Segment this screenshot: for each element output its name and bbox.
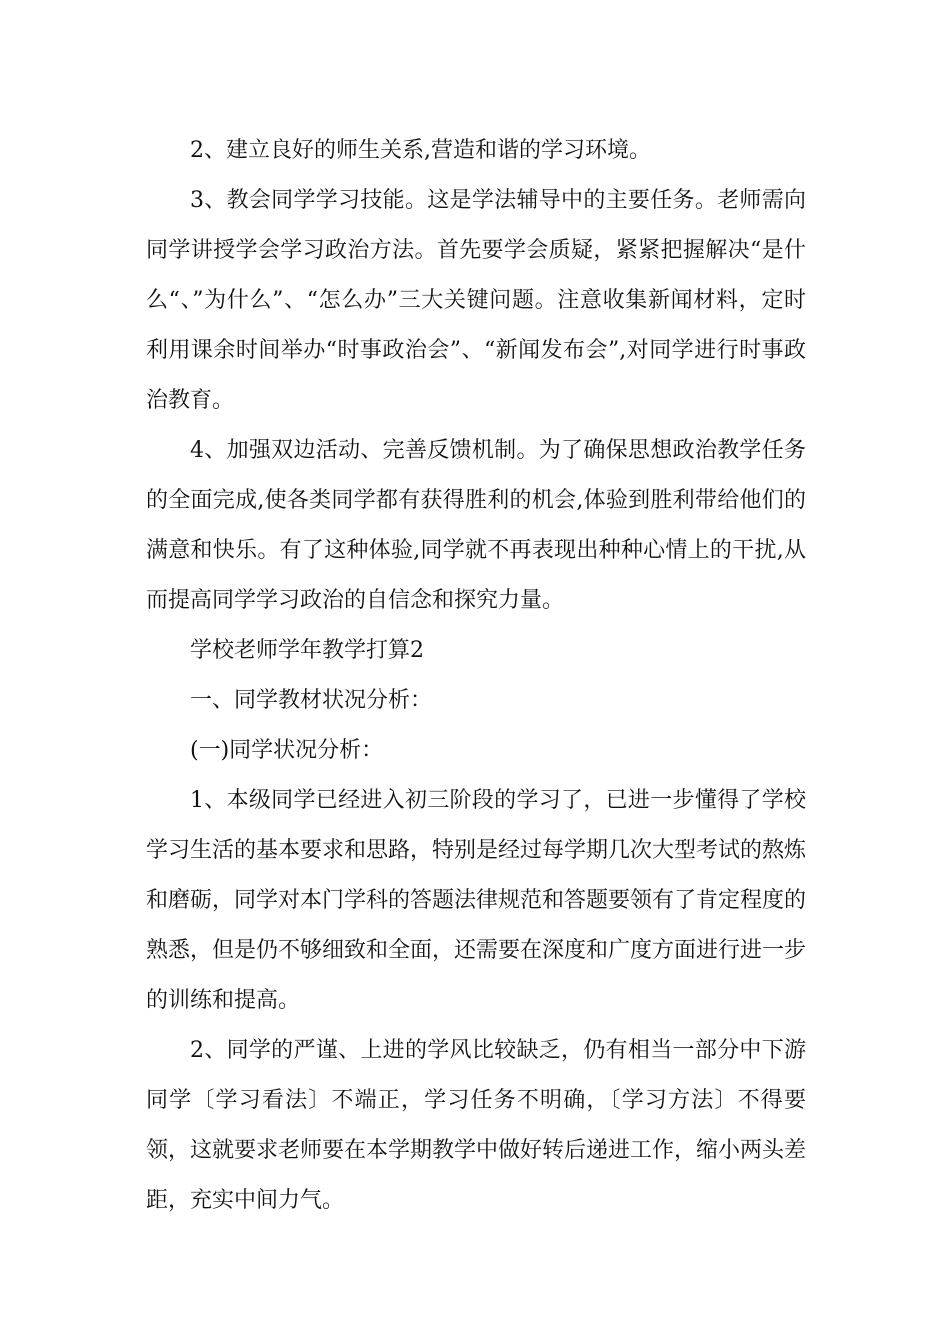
subsection-heading: (一)同学状况分析：: [190, 738, 384, 763]
section-title: 学校老师学年教学打算2: [190, 638, 424, 663]
paragraph-student-1: 1、本级同学已经进入初三阶段的学习了，已进一步懂得了学校学习生活的基本要求和思路，特别是经过每学期几次大型考试的熬炼和磨砺，同学对本门学科的答题法律规范和答题要领有了肯定程度的熟悉，但是仍不够细致和全面，还需要在深度和广度方面进行进一步的训练和提高。: [146, 788, 807, 1013]
paragraph-item-3: 3、教会同学学习技能。这是学法辅导中的主要任务。老师需向同学讲授学会学习政治方法。首先要学会质疑，紧紧把握解决“是什么“、”为什么”、“怎么办”三大关键问题。注意收集新闻材料，定时利用课余时间举办“时事政治会”、“新闻发布会”,对同学进行时事政治教育。: [146, 188, 806, 413]
section-heading-1: 一、同学教材状况分析：: [190, 688, 433, 713]
paragraph-item-4: 4、加强双边活动、完善反馈机制。为了确保思想政治教学任务的全面完成,使各类同学都有获得胜利的机会,体验到胜利带给他们的满意和快乐。有了这种体验,同学就不再表现出种种心情上的干扰,从而提高同学学习政治的自信念和探究力量。: [146, 438, 806, 613]
paragraph-item-2: 2、建立良好的师生关系,营造和谐的学习环境。: [190, 138, 651, 163]
paragraph-student-2: 2、同学的严谨、上进的学风比较缺乏，仍有相当一部分中下游同学〔学习看法〕不端正，学习任务不明确，〔学习方法〕不得要领，这就要求老师要在本学期教学中做好转后递进工作，缩小两头差距，充实中间力气。: [146, 1038, 807, 1213]
document-body: [146, 126, 806, 1226]
